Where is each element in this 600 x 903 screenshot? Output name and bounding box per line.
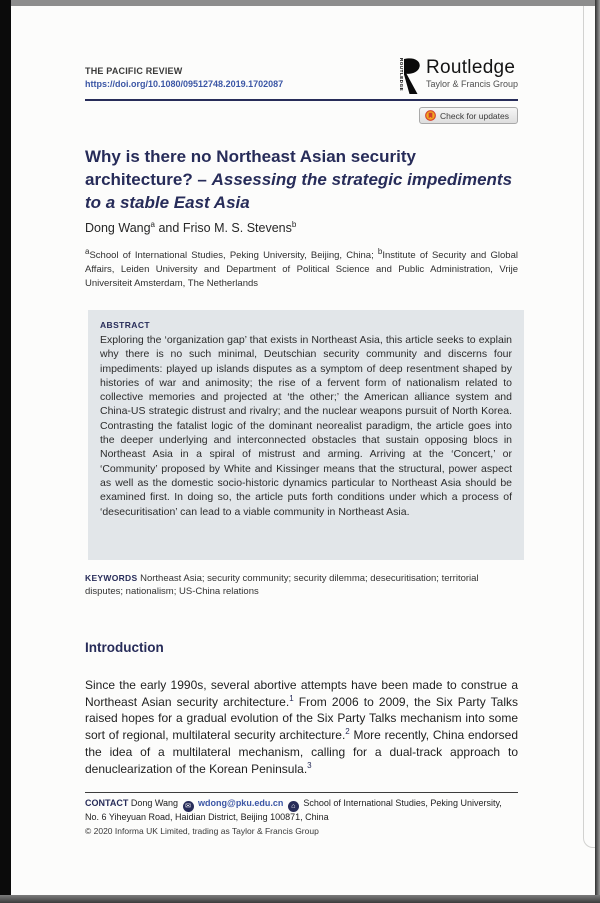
- keywords-text: Northeast Asia; security community; security dilemma; desecuritisation; territorial disputes; nationalism; US-China relations: [85, 573, 479, 597]
- introduction-paragraph: [85, 677, 518, 777]
- author-1: Dong Wang: [85, 221, 151, 235]
- footnote-marker-1[interactable]: 1: [289, 693, 294, 703]
- viewer-frame-bottom: [0, 895, 600, 903]
- author-1-affiliation-mark: a: [150, 219, 155, 229]
- author-joiner: and: [155, 221, 183, 235]
- author-2: Friso M. S. Stevens: [182, 221, 292, 235]
- affiliation-b-mark: b: [377, 246, 383, 256]
- abstract-text: Exploring the ‘organization gap’ that exists in Northeast Asia, this article seeks to explain why there is no such minimal, Deutschian security community and discerns four impediments: played up islands disputes as a symptom of deep resentment shaped by histories of war and animosity; the rise of a fervent form of nationalism related to collective memories and projected at ‘the other;’ the American alliance system and China-US strategic distrust and rivalry; and the nuclear weapons pursuit of North Korea. Contrasting the fatalist logic of the dominant neorealist paradigm, the article goes into the deeper underlying and interconnected obstacles that sustain opposing blocs in Northeast Asia in a spiral of mistrust and arming. Arriving at the ‘Concert,’ or ‘Community’ proposed by White and Kissinger means that the structural, power aspect as well as the domestic socio-historic dynamics particular to Northeast Asia should be examined first. In doing so, the article puts forth conditions under which a process of ‘desecuritisation’ can lead to a viable community in Northeast Asia.: [100, 334, 512, 518]
- copyright-line: © 2020 Informa UK Limited, trading as Taylor & Francis Group: [85, 826, 319, 836]
- journal-title: THE PACIFIC REVIEW: [85, 66, 183, 76]
- contact-block: [85, 798, 518, 824]
- affiliation-a-mark: a: [85, 246, 90, 256]
- intro-sentence-2: From 2006 to 2009, the Six Party Talks raised hopes for a gradual evolution of the Six Party Talks mechanism into some sort of regional, multilateral security architecture.: [85, 694, 518, 743]
- footnote-marker-2[interactable]: 2: [345, 727, 350, 737]
- publisher-brand: Routledge: [425, 57, 516, 78]
- affiliations: [85, 246, 518, 291]
- routledge-r-icon: [398, 58, 421, 95]
- viewer-frame-right: [595, 0, 600, 903]
- author-line: [85, 221, 296, 235]
- routledge-vertical-text: ROUTLEDGE: [398, 58, 404, 92]
- page-edge-line: [583, 6, 595, 848]
- contact-name: Dong Wang: [128, 798, 181, 808]
- author-2-affiliation-mark: b: [291, 219, 297, 229]
- section-heading-introduction: Introduction: [85, 640, 164, 655]
- abstract-label: ABSTRACT: [100, 320, 150, 330]
- footer-rule: [85, 792, 518, 793]
- affiliation-b: Institute of Security and Global Affairs, Leiden University and Department of Political Science and Public Administration, Vrije Universiteit Amsterdam, The Netherlands: [85, 250, 518, 289]
- intro-sentence-3: More recently, China endorsed the idea of a multilateral mechanism, calling for a dual-track approach to denuclearization of the Korean Peninsula.: [85, 728, 518, 776]
- footnote-marker-3[interactable]: 3: [307, 760, 312, 770]
- keywords-line: [85, 572, 518, 598]
- crossmark-icon: [425, 110, 436, 121]
- article-page: [11, 6, 595, 895]
- affiliation-a: School of International Studies, Peking University, Beijing, China;: [89, 250, 378, 261]
- publisher-logo: [398, 58, 518, 95]
- abstract-box: [88, 310, 524, 560]
- contact-label: CONTACT: [85, 798, 129, 808]
- header-rule: [85, 99, 518, 101]
- contact-address: School of International Studies, Peking University, No. 6 Yiheyuan Road, Haidian District, Beijing 100871, China: [85, 798, 502, 822]
- page-content: [85, 6, 518, 895]
- article-title-plain: Why is there no Northeast Asian security architecture? –: [85, 147, 416, 189]
- routledge-r-glyph-icon: [404, 58, 421, 95]
- check-for-updates-label: Check for updates: [440, 110, 509, 121]
- check-for-updates-button[interactable]: [419, 107, 518, 124]
- email-icon: ✉: [183, 801, 194, 812]
- keywords-label: KEYWORDS: [85, 573, 138, 583]
- publisher-wordmark: [426, 58, 518, 89]
- doi-link[interactable]: https://doi.org/10.1080/09512748.2019.1702087: [85, 79, 284, 89]
- publisher-tagline: Taylor & Francis Group: [425, 79, 518, 89]
- article-title-subtitle: Assessing the strategic impediments to a stable East Asia: [85, 170, 513, 212]
- address-icon: ⌂: [288, 801, 299, 812]
- viewer-frame-left: [0, 0, 11, 903]
- contact-email-link[interactable]: wdong@pku.edu.cn: [198, 798, 284, 808]
- article-title: [85, 145, 518, 214]
- intro-sentence-1: Since the early 1990s, several abortive attempts have been made to construe a Northeast Asian security architecture.: [85, 678, 518, 709]
